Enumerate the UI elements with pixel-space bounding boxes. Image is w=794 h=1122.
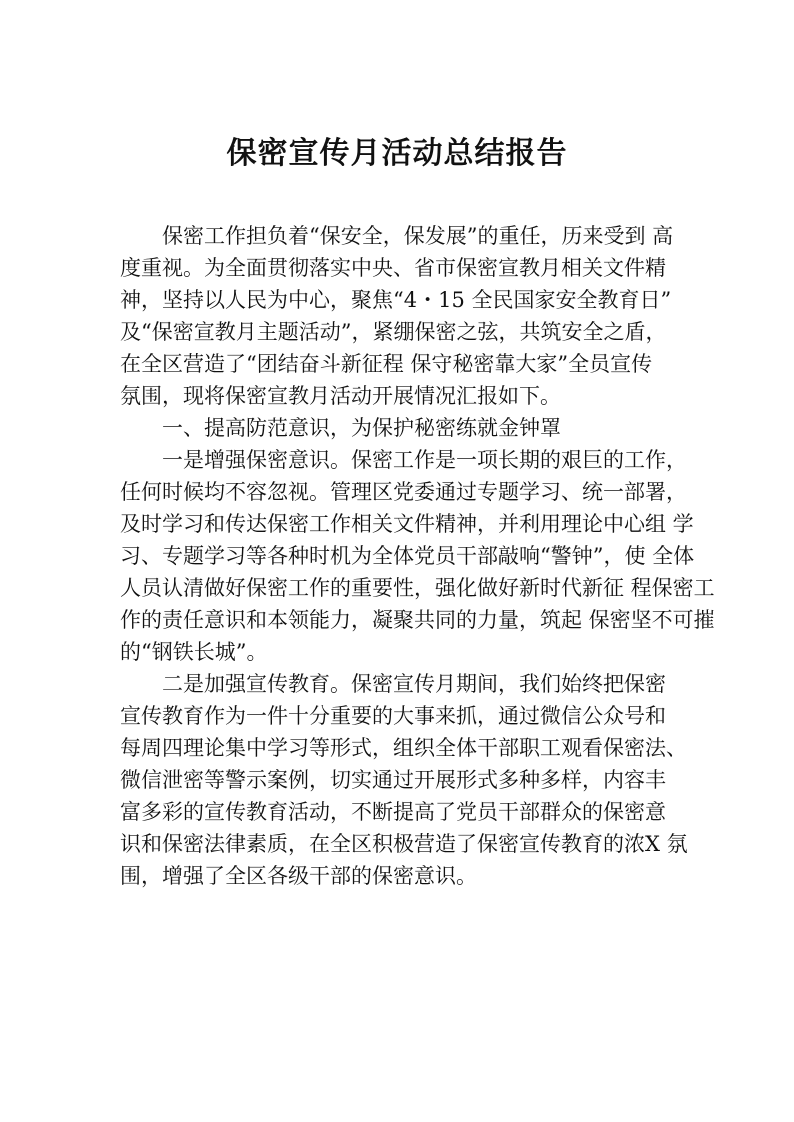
body-line: 神，坚持以人民为中心，聚焦“4・15 全民国家安全教育日” (120, 288, 672, 312)
body-line: 识和保密法律素质，在全区积极营造了保密宣传教育的浓X 氛 (120, 832, 688, 856)
body-line: 习、专题学习等各种时机为全体党员干部敲响“警钟”，使 全体 (120, 544, 695, 568)
body-line: 的“钢铁长城”。 (120, 640, 268, 664)
body-line: 每周四理论集中学习等形式，组织全体干部职工观看保密法、 (120, 736, 687, 760)
body-line: 度重视。为全面贯彻落实中央、省市保密宣教月相关文件精 (120, 256, 666, 280)
body-line: 保密工作担负着“保安全，保发展”的重任，历来受到 高 (120, 224, 674, 248)
section-heading: 一、提高防范意识，为保护秘密练就金钟罩 (120, 416, 561, 440)
body-line: 围，增强了全区各级干部的保密意识。 (120, 864, 477, 888)
body-line: 富多彩的宣传教育活动，不断提高了党员干部群众的保密意 (120, 800, 666, 824)
body-line: 微信泄密等警示案例，切实通过开展形式多种多样，内容丰 (120, 768, 666, 792)
body-line: 及“保密宣教月主题活动”，紧绷保密之弦，共筑安全之盾， (120, 320, 667, 344)
body-line: 一是增强保密意识。保密工作是一项长期的艰巨的工作， (120, 448, 687, 472)
body-line: 氛围，现将保密宣教月活动开展情况汇报如下。 (120, 384, 561, 408)
body-line: 二是加强宣传教育。保密宣传月期间，我们始终把保密 (120, 672, 666, 696)
body-line: 及时学习和传达保密工作相关文件精神，并利用理论中心组 学 (120, 512, 694, 536)
body-line: 在全区营造了“团结奋斗新征程 保守秘密靠大家”全员宣传 (120, 352, 653, 376)
document-title: 保密宣传月活动总结报告 (226, 136, 568, 171)
body-line: 任何时候均不容忽视。管理区党委通过专题学习、统一部署， (120, 480, 687, 504)
body-line: 宣传教育作为一件十分重要的大事来抓，通过微信公众号和 (120, 704, 666, 728)
body-line: 人员认清做好保密工作的重要性，强化做好新时代新征 程保密工 (120, 576, 715, 600)
body-line: 作的责任意识和本领能力，凝聚共同的力量，筑起 保密坚不可摧 (120, 608, 715, 632)
